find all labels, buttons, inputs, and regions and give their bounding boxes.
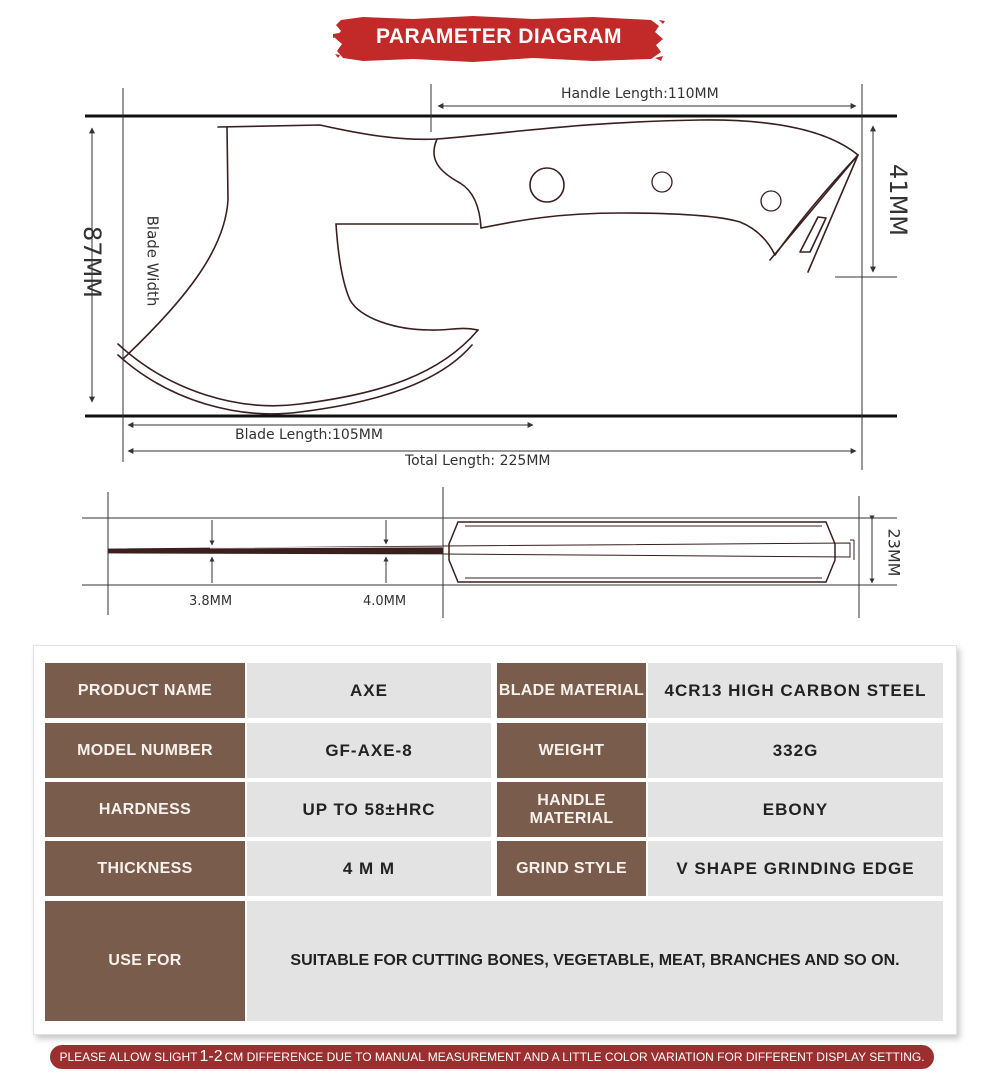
spec-label-weight: WEIGHT xyxy=(497,723,646,778)
spec-label-blade-material: BLADE MATERIAL xyxy=(497,663,646,718)
handle-profile xyxy=(449,522,835,582)
spec-label-handle-material: HANDLE MATERIAL xyxy=(497,782,646,837)
measurement-disclaimer xyxy=(50,1045,934,1069)
total-length-label: Total Length: 225MM xyxy=(402,453,553,469)
handle-thickness-label: 23MM xyxy=(884,528,904,577)
spec-value-grind-style: V SHAPE GRINDING EDGE xyxy=(648,841,943,896)
spine-thickness-label: 4.0MM xyxy=(363,594,407,609)
spec-label-grind-style: GRIND STYLE xyxy=(497,841,646,896)
blade-width-label: Blade Width xyxy=(143,215,162,307)
disclaimer-text-end: CM DIFFERENCE DUE TO MANUAL MEASUREMENT AND A LITTLE COLOR VARIATION FOR DIFFERENT DISPLAY SETTING. xyxy=(224,1050,925,1064)
spec-value-product-name: AXE xyxy=(247,663,491,718)
spec-value-weight: 332G xyxy=(648,723,943,778)
spec-table xyxy=(33,645,957,1035)
disclaimer-range: 1-2 xyxy=(199,1048,223,1065)
page-title: PARAMETER DIAGRAM xyxy=(375,25,623,48)
spec-label-hardness: HARDNESS xyxy=(45,782,245,837)
spec-value-blade-material: 4CR13 HIGH CARBON STEEL xyxy=(648,663,943,718)
spec-label-model-number: MODEL NUMBER xyxy=(45,723,245,778)
handle-length-label: Handle Length:110MM xyxy=(558,86,722,102)
blade-length-label: Blade Length:105MM xyxy=(232,427,386,443)
spec-value-model-number: GF-AXE-8 xyxy=(247,723,491,778)
spec-label-thickness: THICKNESS xyxy=(45,841,245,896)
rear-handle-hole xyxy=(761,191,781,211)
spec-label-product-name: PRODUCT NAME xyxy=(45,663,245,718)
large-handle-hole xyxy=(530,168,564,202)
height-label: 87MM xyxy=(77,226,106,298)
disclaimer-text-start: PLEASE ALLOW SLIGHT xyxy=(59,1050,198,1064)
spec-value-thickness: 4 M M xyxy=(247,841,491,896)
edge-thickness-label: 3.8MM xyxy=(189,594,233,609)
axe-outline xyxy=(118,120,858,414)
handle-height-label: 41MM xyxy=(883,164,912,236)
spec-value-hardness: UP TO 58±HRC xyxy=(247,782,491,837)
middle-handle-hole xyxy=(652,172,672,192)
top-view-diagram xyxy=(0,480,1000,630)
spec-value-use-for: SUITABLE FOR CUTTING BONES, VEGETABLE, MEAT, BRANCHES AND SO ON. xyxy=(247,901,943,1021)
spec-value-handle-material: EBONY xyxy=(648,782,943,837)
spec-label-use-for: USE FOR xyxy=(45,901,245,1021)
